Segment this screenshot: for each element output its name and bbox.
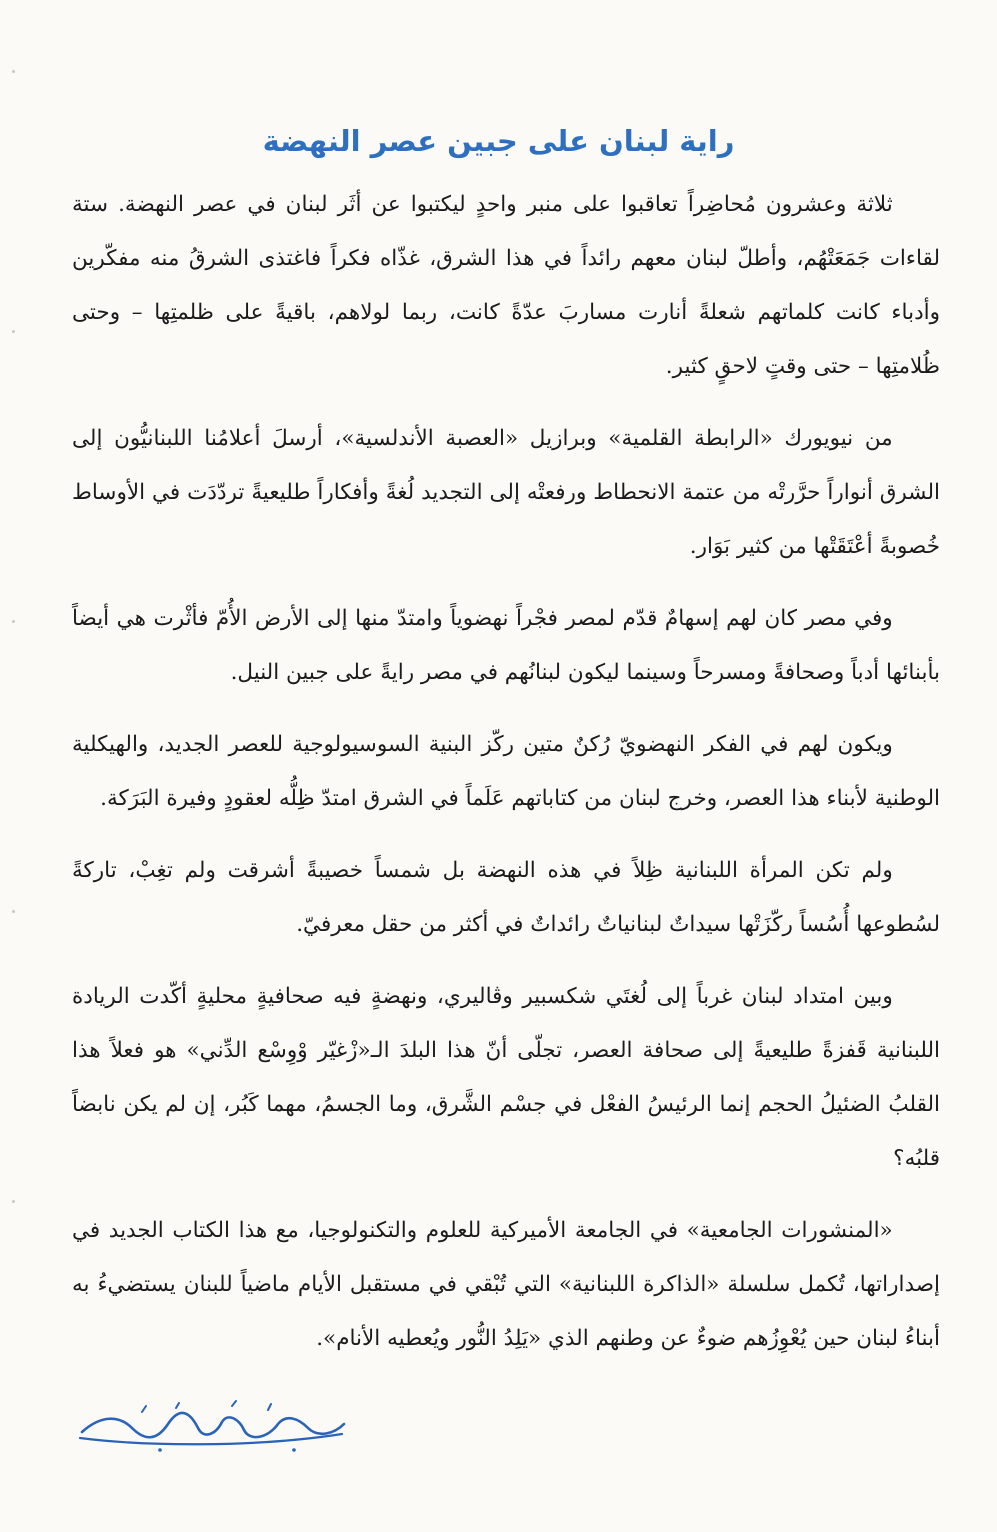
paragraph: ثلاثة وعشرون مُحاضِراً تعاقبوا على منبر واحدٍ ليكتبوا عن أثَر لبنان في عصر النهضة. ستة لقاءات جَمَعَتْهُم، وأطلّ لبنان معهم رائداً في هذا الشرق، غذّاه فكراً فاغتذى الشرقُ منه مفكّرين وأدباء كانت كلماتهم شعلةً أنارت مساربَ عدّةً كانت، ربما لولاهم، باقيةً على ظلمتِها – وحتى ظُلامتِها – حتى وقتٍ لاحقٍ كثير. [72,192,940,379]
margin-dot [12,1200,15,1203]
margin-dot [12,70,15,73]
paragraph: وبين امتداد لبنان غرباً إلى لُغتَي شكسبير وڤاليري، ونهضةٍ فيه صحافيةٍ محليةٍ أكّدت الريادة اللبنانية قَفزةً طليعيةً إلى صحافة العصر، تجلّى أنّ هذا البلدَ الـ«زْغيّر وْوِسْع الدِّني» هو فعلاً هذا القلبُ الضئيلُ الحجم إنما الرئيسُ الفعْل في جسْم الشَّرق، وما الجسمُ، مهما كَبُر، إن لم يكن نابضاً قلبُه؟ [72,984,940,1171]
text-body [72,178,940,1384]
paragraph: وفي مصر كان لهم إسهامٌ قدّم لمصر فجْراً نهضوياً وامتدّ منها إلى الأرض الأُمّ فأثْرت هي أيضاً بأبنائها أدباً وصحافةً ومسرحاً وسينما ليكون لبنانُهم في مصر رايةً على جبين النيل. [72,606,940,685]
margin-dot [12,910,15,913]
margin-dot [12,330,15,333]
signature-icon [72,1394,352,1458]
margin-dot [12,620,15,623]
paragraph: «المنشورات الجامعية» في الجامعة الأميركية للعلوم والتكنولوجيا، مع هذا الكتاب الجديد في إصداراتها، تُكمل سلسلة «الذاكرة اللبنانية» التي تُبْقي في مستقبل الأيام ماضياً للبنان يستضيءُ به أبناءُ لبنان حين يُعْوِزُهم ضوءٌ عن وطنهم الذي «يَلِدُ النُّور ويُعطيه الأنام». [72,1218,940,1351]
page-title: راية لبنان على جبين عصر النهضة [262,124,735,159]
paragraph: ولم تكن المرأة اللبنانية ظِلاً في هذه النهضة بل شمساً خصيبةً أشرقت ولم تغِبْ، تاركةً لسُطوعها أُسُساً ركّزَتْها سيداتٌ لبنانياتٌ رائداتٌ في أكثر من حقل معرفيّ. [72,858,940,937]
paragraph: من نيويورك «الرابطة القلمية» وبرازيل «العصبة الأندلسية»، أرسلَ أعلامُنا اللبنانيُّون إلى الشرق أنواراً حرَّرتْه من عتمة الانحطاط ورفعتْه إلى التجديد لُغةً وأفكاراً طليعيةً تردّدَت في الأوساط خُصوبةً أعْتَقَتْها من كثير بَوَار. [72,426,940,559]
paragraph: ويكون لهم في الفكر النهضويّ رُكنٌ متين ركّز البنية السوسيولوجية للعصر الجديد، والهيكلية الوطنية لأبناء هذا العصر، وخرج لبنان من كتاباتهم عَلَماً في الشرق امتدّ ظِلُّه لعقودٍ وفيرة البَرَكة. [72,732,940,811]
